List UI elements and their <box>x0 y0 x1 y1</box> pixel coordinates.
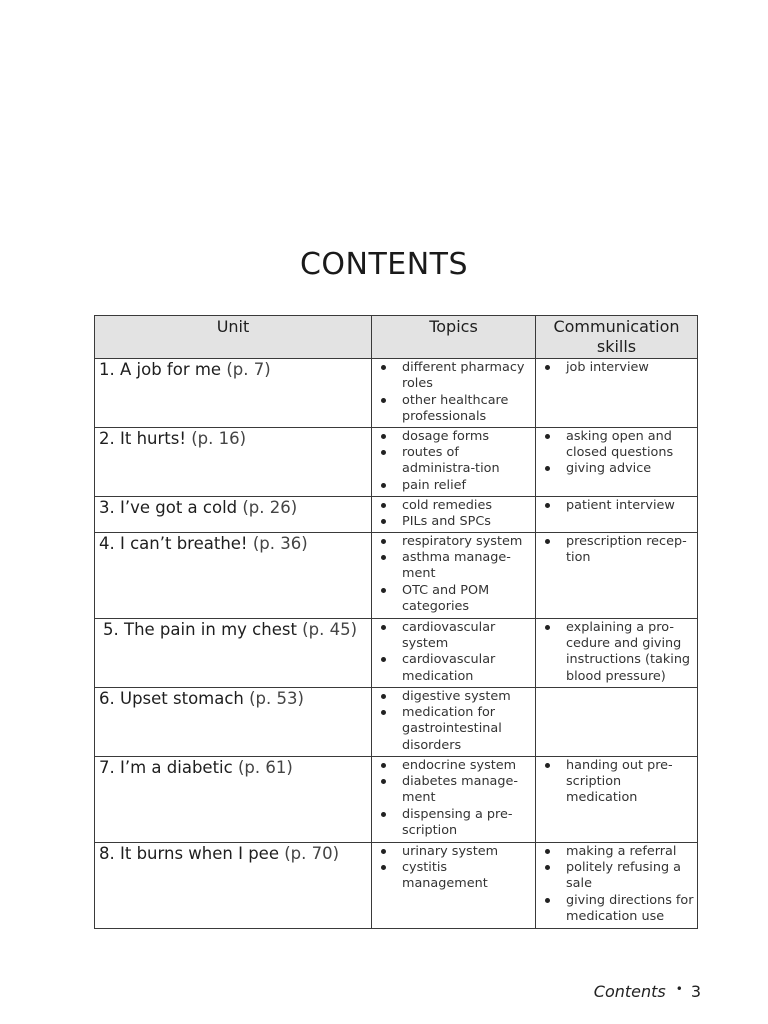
skills-list <box>542 498 695 514</box>
unit-title: 6. Upset stomach <box>99 688 244 708</box>
skill-item: making a referral <box>542 844 695 860</box>
unit-title: 8. It burns when I pee <box>99 843 279 863</box>
skills-list <box>542 429 695 478</box>
unit-cell <box>95 842 372 928</box>
topic-item: diabetes manage-ment <box>378 774 533 807</box>
page-title: CONTENTS <box>299 247 469 282</box>
unit-cell <box>95 687 372 756</box>
topics-list <box>378 758 533 840</box>
unit-cell <box>95 496 372 532</box>
skills-cell <box>536 842 698 928</box>
topic-item: routes of administra-tion <box>378 445 533 478</box>
table-row <box>95 359 698 428</box>
table-row <box>95 532 698 618</box>
unit-cell <box>95 427 372 496</box>
page-footer <box>594 982 701 1001</box>
skills-cell <box>536 687 698 756</box>
skill-item: explaining a pro-cedure and giving instructions (taking blood pressure) <box>542 620 695 686</box>
unit-cell <box>95 756 372 842</box>
topic-item: cystitis management <box>378 860 533 893</box>
unit-page-ref: (p. 53) <box>249 688 304 708</box>
table-row <box>95 496 698 532</box>
skill-item: job interview <box>542 360 695 376</box>
topics-list <box>378 534 533 616</box>
skills-cell <box>536 532 698 618</box>
topics-list <box>378 844 533 893</box>
skills-cell <box>536 618 698 687</box>
unit-title: 4. I can’t breathe! <box>99 533 248 553</box>
topics-cell <box>372 842 536 928</box>
topics-cell <box>372 532 536 618</box>
unit-page-ref: (p. 7) <box>226 360 271 379</box>
footer-separator: • <box>675 982 683 996</box>
table-row <box>95 687 698 756</box>
unit-header: Unit <box>95 316 372 359</box>
topic-item: pain relief <box>378 478 533 494</box>
unit-page-ref: (p. 70) <box>284 843 340 863</box>
topic-item: cold remedies <box>378 498 533 514</box>
topic-item: dispensing a pre-scription <box>378 807 533 840</box>
skill-item: prescription recep-tion <box>542 534 695 567</box>
topic-item: cardiovascular medication <box>378 652 533 685</box>
contents-table <box>94 315 698 929</box>
topics-list <box>378 429 533 495</box>
topic-item: digestive system <box>378 689 533 705</box>
footer-label: Contents <box>593 982 666 1001</box>
topics-cell <box>372 427 536 496</box>
topics-list <box>378 498 533 531</box>
topics-cell <box>372 687 536 756</box>
unit-page-ref: (p. 45) <box>302 619 358 639</box>
topics-list <box>378 620 533 686</box>
skills-list <box>542 758 695 807</box>
topic-item: endocrine system <box>378 758 533 774</box>
topic-item: OTC and POM categories <box>378 583 533 616</box>
header-row <box>95 316 698 359</box>
skills-cell <box>536 359 698 428</box>
topics-cell <box>372 496 536 532</box>
unit-title: 5. The pain in my chest <box>103 619 297 639</box>
unit-title: 7. I’m a diabetic <box>99 757 233 777</box>
table-row <box>95 618 698 687</box>
unit-title: 1. A job for me <box>99 360 222 379</box>
skills-cell <box>536 756 698 842</box>
unit-page-ref: (p. 26) <box>242 497 298 517</box>
table-row <box>95 427 698 496</box>
page-number: 3 <box>690 982 701 1001</box>
topic-item: cardiovascular system <box>378 620 533 653</box>
unit-page-ref: (p. 16) <box>191 428 247 448</box>
skills-cell <box>536 496 698 532</box>
unit-title: 2. It hurts! <box>99 428 186 448</box>
table-row <box>95 842 698 928</box>
skills-list <box>542 620 695 686</box>
skills-header: Communication skills <box>536 316 698 359</box>
skill-item: giving directions for medication use <box>542 893 695 926</box>
unit-cell <box>95 359 372 428</box>
topic-item: other healthcare professionals <box>378 393 533 426</box>
skill-item: patient interview <box>542 498 695 514</box>
skills-list <box>542 360 695 376</box>
skills-list <box>542 844 695 926</box>
skill-item: politely refusing a sale <box>542 860 695 893</box>
topic-item: asthma manage-ment <box>378 550 533 583</box>
skill-item: giving advice <box>542 461 695 477</box>
unit-cell <box>95 618 372 687</box>
topics-list <box>378 360 533 426</box>
unit-cell <box>95 532 372 618</box>
table-row <box>95 756 698 842</box>
skills-cell <box>536 427 698 496</box>
topics-cell <box>372 756 536 842</box>
topic-item: medication for gastrointestinal disorders <box>378 705 533 754</box>
topic-item: PILs and SPCs <box>378 514 533 530</box>
unit-title: 3. I’ve got a cold <box>99 497 238 517</box>
skill-item: handing out pre-scription medication <box>542 758 695 807</box>
topic-item: dosage forms <box>378 429 533 445</box>
topics-list <box>378 689 533 755</box>
topics-header: Topics <box>372 316 536 359</box>
unit-page-ref: (p. 61) <box>237 757 293 777</box>
topic-item: urinary system <box>378 844 533 860</box>
skills-list <box>542 534 695 567</box>
topic-item: respiratory system <box>378 534 533 550</box>
skill-item: asking open and closed questions <box>542 429 695 462</box>
topic-item: different pharmacy roles <box>378 360 533 393</box>
topics-cell <box>372 618 536 687</box>
unit-page-ref: (p. 36) <box>252 533 308 553</box>
topics-cell <box>372 359 536 428</box>
